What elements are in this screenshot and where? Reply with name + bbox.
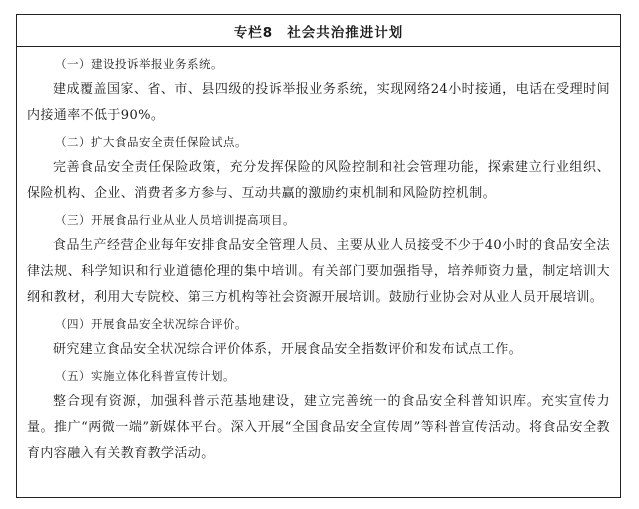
section-body-4: 研究建立食品安全状况综合评价体系，开展食品安全指数评价和发布试点工作。 (53, 342, 523, 357)
section-heading-3: （三）开展食品行业从业人员培训提高项目。 (55, 213, 295, 227)
section-heading-1: （一）建设投诉举报业务系统。 (55, 57, 223, 71)
column-box (16, 14, 621, 498)
box-title (17, 15, 620, 47)
section-body-5: 整合现有资源，加强科普示范基地建设，建立完善统一的食品安全科普知识库。充实宣传力量。推广“两微一端”新媒体平台。深入开展“全国食品安全宣传周”等科普宣传活动。将食品安全教育内容融入有关教育教学活动。 (27, 394, 610, 461)
section-body-1: 建成覆盖国家、省、市、县四级的投诉举报业务系统，实现网络24小时接通，电话在受理时间内接通率不低于90%。 (27, 82, 610, 123)
section-heading-2: （二）扩大食品安全责任保险试点。 (55, 135, 247, 149)
box-title-text: 社会共治推进计划 (287, 24, 404, 41)
section-body-3: 食品生产经营企业每年安排食品安全管理人员、主要从业人员接受不少于40小时的食品安全法律法规、科学知识和行业道德伦理的集中培训。有关部门要加强指导，培养师资力量，制定培训大纲和教材，利用大专院校、第三方机构等社会资源开展培训。鼓励行业协会对从业人员开展培训。 (27, 238, 610, 305)
box-title-label: 专栏8 (233, 24, 274, 41)
section-body-2: 完善食品安全责任保险政策，充分发挥保险的风险控制和社会管理功能，探索建立行业组织、保险机构、企业、消费者多方参与、互动共赢的激励约束机制和风险防控机制。 (27, 160, 610, 201)
box-content (17, 47, 620, 467)
section-heading-5: （五）实施立体化科普宣传计划。 (55, 369, 235, 383)
section-heading-4: （四）开展食品安全状况综合评价。 (55, 317, 247, 331)
